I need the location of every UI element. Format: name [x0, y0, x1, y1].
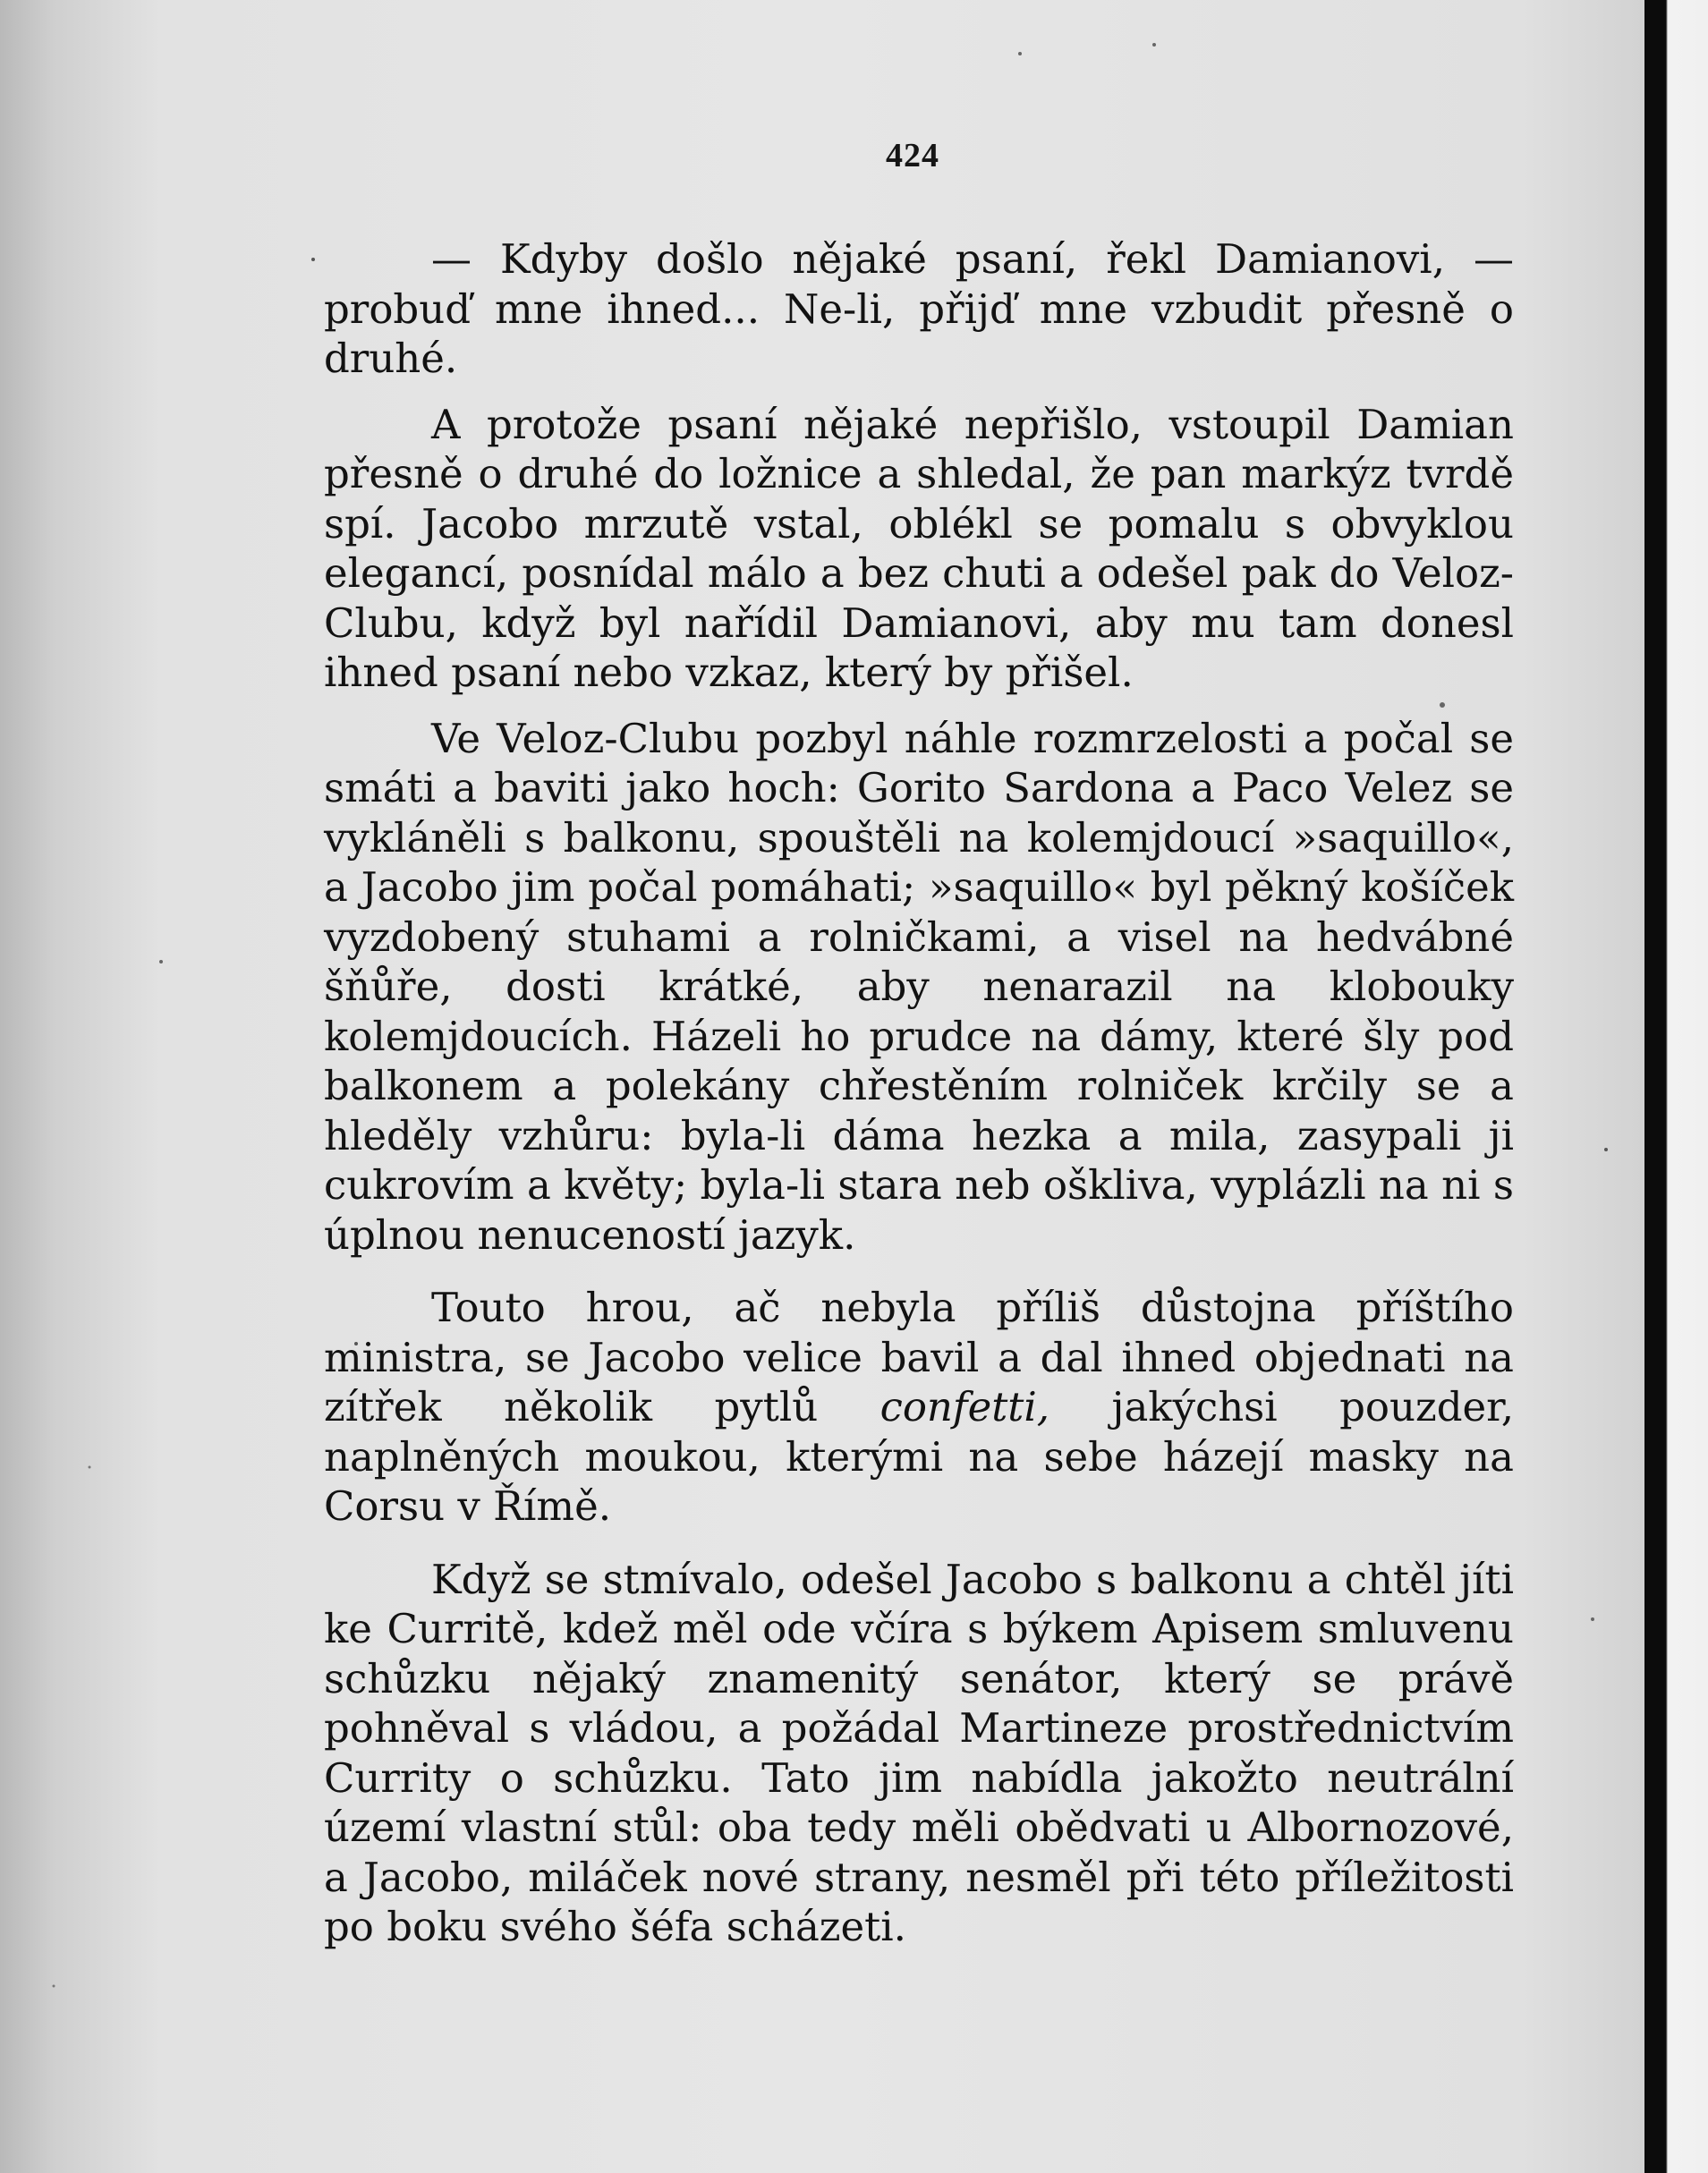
paragraph-3: Ve Veloz-Clubu pozbyl náhle rozmrzelosti a počal se smáti a baviti jako hoch: Gorito Sardona a Paco Velez se vykláněli s balkonu, spouštěli na kolemjdoucí »saquillo«, a Jacobo jim počal pomáhati; »saquillo« byl pěkný košíček vyzdobený stuhami a rolničkami, a visel na hedvábné šňůře, dosti krátké, aby nenarazil na klobouky kolemjdoucích. Házeli ho prudce na dámy, které šly pod balkonem a polekány chřestěním rolniček krčily se a hleděly vzhůru: byla-li dáma hezka a mila, zasypali ji cukrovím a květy; byla-li stara neb oškliva, vyplázli na ni s úplnou nenuceností jazyk. [324, 714, 1514, 1259]
paragraph-5: Když se stmívalo, odešel Jacobo s balkonu a chtěl jíti ke Curritě, kdež měl ode včíra s býkem Apisem smluvenu schůzku nějaký znamenitý senátor, který se právě pohněval s vládou, a požádal Martineze prostřednictvím Currity o schůzku. Tato jim nabídla jakožto neutrální území vlastní stůl: oba tedy měli obědvati u Albornozové, a Jacobo, miláček nové strany, nesměl při této příležitosti po boku svého šéfa scházeti. [324, 1555, 1514, 1950]
book-edge-shadow [1644, 0, 1708, 2173]
paragraph-4-start: Touto hrou, ač nebyla příliš důstojna příštího ministra, se Jacobo velice bavil a dal ihned objednati na zítřek několik pytlů [324, 1284, 1514, 1430]
paragraph-4 [324, 1283, 1514, 1532]
confetti-italic: confetti, [879, 1383, 1050, 1430]
paragraph-4-end: jakýchsi pouzder, naplněných moukou, kterými na sebe házejí masky na Corsu v Římě. [324, 1383, 1515, 1530]
page-number: 424 [886, 137, 939, 174]
paragraph-1: — Kdyby došlo nějaké psaní, řekl Damianovi, — probuď mne ihned... Ne-li, přijď mne vzbudit přesně o druhé. [324, 235, 1514, 382]
body-text [324, 234, 1514, 1952]
paragraph-2: A protože psaní nějaké nepřišlo, vstoupil Damian přesně o druhé do ložnice a shledal, že pan markýz tvrdě spí. Jacobo mrzutě vstal, oblékl se pomalu s obvyklou elegancí, posnídal málo a bez chuti a odešel pak do Veloz-Clubu, když byl nařídil Damianovi, aby mu tam donesl ihned psaní nebo vzkaz, který by přišel. [324, 400, 1514, 696]
